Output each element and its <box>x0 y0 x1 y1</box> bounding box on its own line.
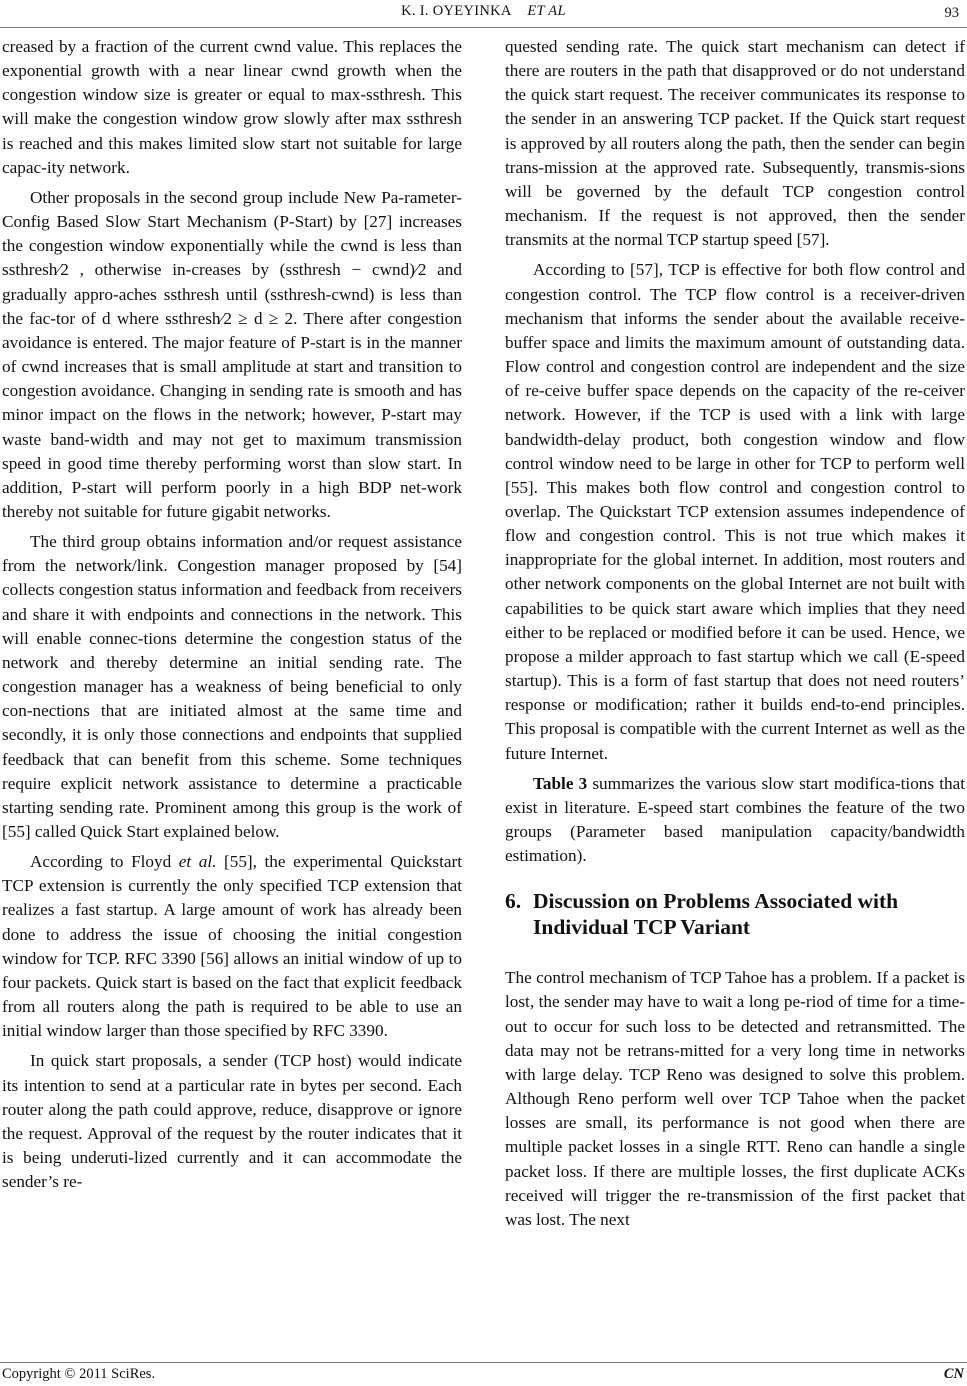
text-run: [55], the experimental Quickstart TCP extension is currently the only specified TCP extension that realizes a fast startup. A large amount of work has already been done to address the issue of choosing the initial congestion window for TCP. RFC 3390 [56] allows an initial window of up to four packets. Quick start is based on the fact that explicit feedback from all routers along the path is required to be able to use an initial window larger than those specified by RFC 3390. <box>2 852 462 1041</box>
right-paragraph-1: quested sending rate. The quick start mechanism can detect if there are routers in the path that disapproved or do not understand the quick start request. The receiver communicates its response to the sender in an answering TCP packet. If the Quick start request is approved by all routers along the path, then the sender can begin trans-mission at the approved rate. Subsequently, transmis-sions will be governed by the default TCP congestion control mechanism. If the request is not approved, then the sender transmits at the normal TCP startup speed [57]. <box>505 37 965 250</box>
journal-abbrev: CN <box>943 1366 964 1382</box>
et-al-citation: et al. <box>178 852 217 872</box>
right-column <box>505 35 965 1232</box>
right-paragraph-4: The control mechanism of TCP Tahoe has a problem. If a packet is lost, the sender may have to wait a long pe-riod of time for a time-out to occur for such loss to be detected and retransmitted. The data may not be retrans-mitted for a very long time in networks with large delay. TCP Reno was designed to solve this problem. Although Reno perform well over TCP Tahoe when the packet losses are small, its performance is not good when there are multiple packet losses in a single RTT. Reno can handle a single packet loss. If there are multiple losses, the first duplicate ACKs received will trigger the re-transmission of the first packet that was lost. The next <box>505 968 965 1229</box>
footer-rule <box>0 1362 967 1363</box>
section-heading <box>505 888 965 940</box>
left-column <box>2 35 462 1194</box>
right-paragraph-2: According to [57], TCP is effective for both flow control and congestion control. The TCP flow control is a receiver-driven mechanism that informs the sender about the available receive-buffer space and limits the maximum amount of outstanding data. Flow control and congestion control are independent and the size of re-ceive buffer space depends on the capacity of the re-ceiver network. However, if the TCP is used with a link with large bandwidth-delay product, both congestion window and flow control window need to be large in other for TCP to perform well [55]. This makes both flow control and congestion control to overlap. The Quickstart TCP extension assumes independence of flow and congestion control. This is not true which makes it inappropriate for the global internet. In addition, most routers and other network components on the global Internet are not built with capabilities to be quick start aware which implies that they need either to be replaced or modified before it can be used. Hence, we propose a milder approach to fast startup which we call (E-speed startup). This is a form of fast startup that does not need routers’ response or modification; rather it builds end-to-end principles. This proposal is compatible with the current Internet as well as the future Internet. <box>505 260 965 763</box>
section-title: Discussion on Problems Associated with Individual TCP Variant <box>533 889 899 940</box>
running-head-authors <box>0 3 967 20</box>
left-paragraph-3: The third group obtains information and/or request assistance from the network/link. Congestion manager proposed by [54] collects congestion status information and feedback from receivers and share it with endpoints and connections in the network. This will enable connec-tions determine the congestion status of the network and thereby determine an initial sending rate. The congestion manager has a weakness of being beneficial to only con-nections that are initiated almost at the same time and secondly, it is only those connections and endpoints that supplied feedback that can benefit from this scheme. Some techniques require explicit network assistance to determine a practicable starting sending rate. Prominent among this group is the work of [55] called Quick Start explained below. <box>2 532 462 841</box>
copyright-notice: Copyright © 2011 SciRes. <box>2 1366 156 1382</box>
left-paragraph-1: creased by a fraction of the current cwnd value. This replaces the exponential growth with a near linear cwnd growth when the congestion window size is greater or equal to max-ssthresh. This will make the congestion window grow slowly after max ssthresh is reached and this makes limited slow start not suitable for large capac-ity network. <box>2 37 462 177</box>
et-al: ET AL <box>527 3 566 19</box>
right-paragraph-3 <box>505 772 965 869</box>
page-number: 93 <box>944 5 959 21</box>
section-number: 6. <box>505 889 522 914</box>
left-paragraph-2: Other proposals in the second group include New Pa-rameter-Config Based Slow Start Mechanism (P-Start) by [27] increases the congestion window exponentially while the cwnd is less than ssthresh⁄2 , otherwise in-creases by (ssthresh − cwnd)⁄2 and gradually appro-aches ssthresh until (ssthresh-cwnd) is less than the fac-tor of d where ssthresh⁄2 ≥ d ≥ 2. There after congestion avoidance is entered. The major feature of P-start is in the manner of cwnd increases that is small amplitude at start and transition to congestion avoidance. Changing in sending rate is smooth and has minor impact on the flows in the network; however, P-start may waste band-width and may not get to maximum transmission speed in good time thereby performing worst than slow start. In addition, P-start will perform poorly in a high BDP net-work thereby not suitable for future gigabit networks. <box>2 187 462 521</box>
text-run: summarizes the various slow start modifica-tions that exist in literature. E-speed start combines the feature of the two groups (Parameter based manipulation capacity/bandwidth estimation). <box>505 773 965 866</box>
author-names: K. I. OYEYINKA <box>401 3 512 19</box>
left-paragraph-4 <box>2 850 462 1043</box>
left-paragraph-5: In quick start proposals, a sender (TCP host) would indicate its intention to send at a particular rate in bytes per second. Each router along the path could approve, reduce, disapprove or ignore the request. Approval of the request by the router indicates that it is being underuti-lized currently and it can accommodate the sender’s re- <box>2 1051 462 1192</box>
header-rule <box>0 27 967 28</box>
table-reference: Table 3 <box>533 773 588 793</box>
text-run: According to Floyd <box>30 852 179 872</box>
page-header <box>0 0 967 28</box>
